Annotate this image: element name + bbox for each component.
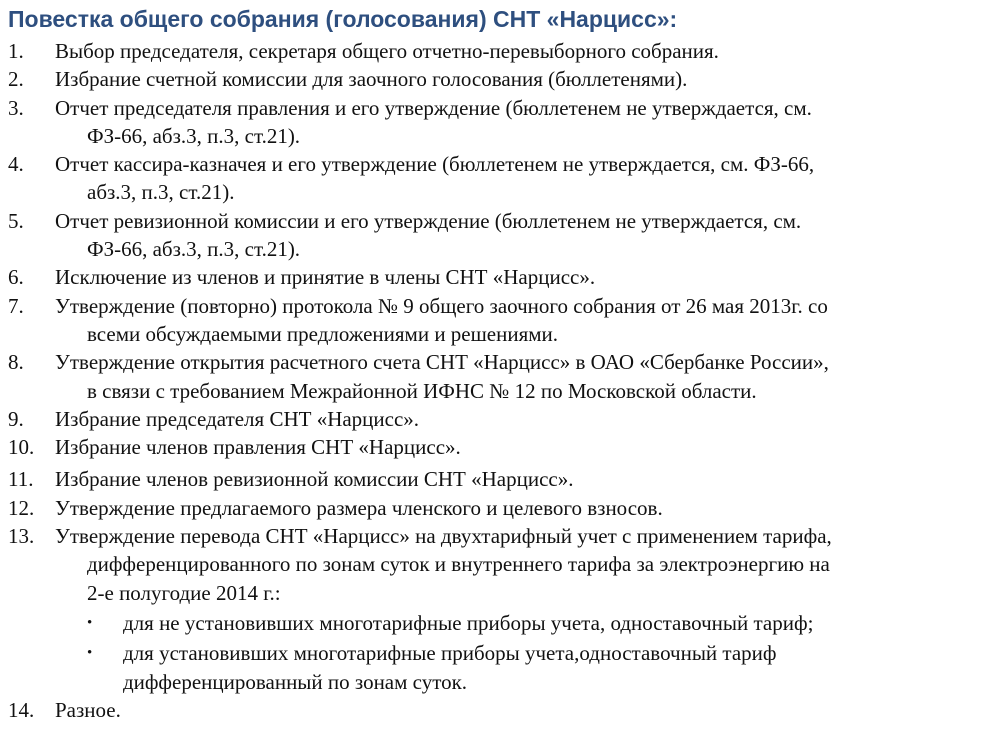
- item-text-continuation: ФЗ-66, абз.3, п.3, ст.21).: [87, 123, 301, 148]
- agenda-item-12: [0, 494, 997, 522]
- agenda-item-3: [0, 94, 997, 151]
- agenda-item-10: [0, 433, 997, 461]
- agenda-item-1: [0, 37, 997, 65]
- item-text: Избрание членов правления СНТ «Нарцисс».: [55, 435, 461, 460]
- item-number: 11.: [8, 467, 34, 492]
- bullet-text: для не установивших многотарифные приборы учета, одноставочный тариф;: [123, 610, 814, 635]
- item-text: Отчет кассира-казначея и его утверждение (бюллетенем не утверждается, см. ФЗ-66,: [55, 152, 815, 177]
- item-text: Утверждение (повторно) протокола № 9 общего заочного собрания от 26 мая 2013г. со: [55, 293, 828, 318]
- item-text-continuation: всеми обсуждаемыми предложениями и решениями.: [87, 321, 559, 346]
- item-number: 9.: [8, 406, 24, 431]
- item-text: Выбор председателя, секретаря общего отчетно-перевыборного собрания.: [55, 39, 719, 63]
- agenda-item-4: [0, 150, 997, 207]
- item-number: 5.: [8, 208, 24, 233]
- bullet-icon: •: [87, 614, 93, 631]
- agenda-item-5: [0, 207, 997, 264]
- item-text: Избрание счетной комиссии для заочного голосования (бюллетенями).: [55, 67, 688, 92]
- agenda-item-14: [0, 696, 997, 724]
- agenda-item-6: [0, 263, 997, 291]
- document-title: Повестка общего собрания (голосования) СНТ «Нарцисс»:: [8, 6, 678, 32]
- sub-bullet-item: [55, 639, 997, 696]
- item-number: 3.: [8, 95, 24, 120]
- item-number: 13.: [8, 524, 35, 549]
- item-text: Исключение из членов и принятие в члены СНТ «Нарцисс».: [55, 265, 596, 290]
- item-number: 12.: [8, 495, 35, 520]
- item-text: Разное.: [55, 697, 121, 722]
- item-text-continuation: в связи с требованием Межрайонной ИФНС № 12 по Московской области.: [87, 378, 757, 403]
- item-number: 4.: [8, 152, 24, 177]
- item-text: Утверждение перевода СНТ «Нарцисс» на двухтарифный учет с применением тарифа,: [55, 524, 832, 549]
- bullet-text-continuation: дифференцированный по зонам суток.: [123, 669, 468, 694]
- item-text: Избрание председателя СНТ «Нарцисс».: [55, 406, 420, 431]
- sub-bullet-item: [55, 609, 997, 637]
- item-text: Отчет председателя правления и его утверждение (бюллетенем не утверждается, см.: [55, 95, 812, 120]
- item-text-continuation: абз.3, п.3, ст.21).: [87, 180, 235, 205]
- agenda-list: [0, 37, 997, 724]
- agenda-item-13: [0, 522, 997, 696]
- item-text-continuation: ФЗ-66, абз.3, п.3, ст.21).: [87, 237, 301, 262]
- agenda-item-8: [0, 348, 997, 405]
- item-text: Отчет ревизионной комиссии и его утверждение (бюллетенем не утверждается, см.: [55, 208, 802, 233]
- item-number: 8.: [8, 350, 24, 375]
- item-number: 7.: [8, 293, 24, 318]
- agenda-item-2: [0, 65, 997, 93]
- agenda-item-9: [0, 405, 997, 433]
- item-number: 1.: [8, 39, 24, 63]
- bullet-icon: •: [87, 645, 93, 662]
- item-number: 6.: [8, 265, 24, 290]
- item-text-continuation: дифференцированного по зонам суток и внутреннего тарифа за электроэнергию на: [87, 552, 830, 577]
- item-text: Избрание членов ревизионной комиссии СНТ «Нарцисс».: [55, 467, 574, 492]
- item-text-continuation: 2-е полугодие 2014 г.:: [87, 580, 281, 605]
- agenda-item-11: [0, 465, 997, 493]
- item-text: Утверждение предлагаемого размера членского и целевого взносов.: [55, 495, 663, 520]
- item-number: 2.: [8, 67, 24, 92]
- sub-bullet-list: [55, 609, 997, 696]
- item-number: 14.: [8, 697, 35, 722]
- agenda-item-7: [0, 292, 997, 349]
- bullet-text: для установивших многотарифные приборы учета,одноставочный тариф: [123, 641, 777, 666]
- item-number: 10.: [8, 435, 35, 460]
- item-text: Утверждение открытия расчетного счета СНТ «Нарцисс» в ОАО «Сбербанке России»,: [55, 350, 829, 375]
